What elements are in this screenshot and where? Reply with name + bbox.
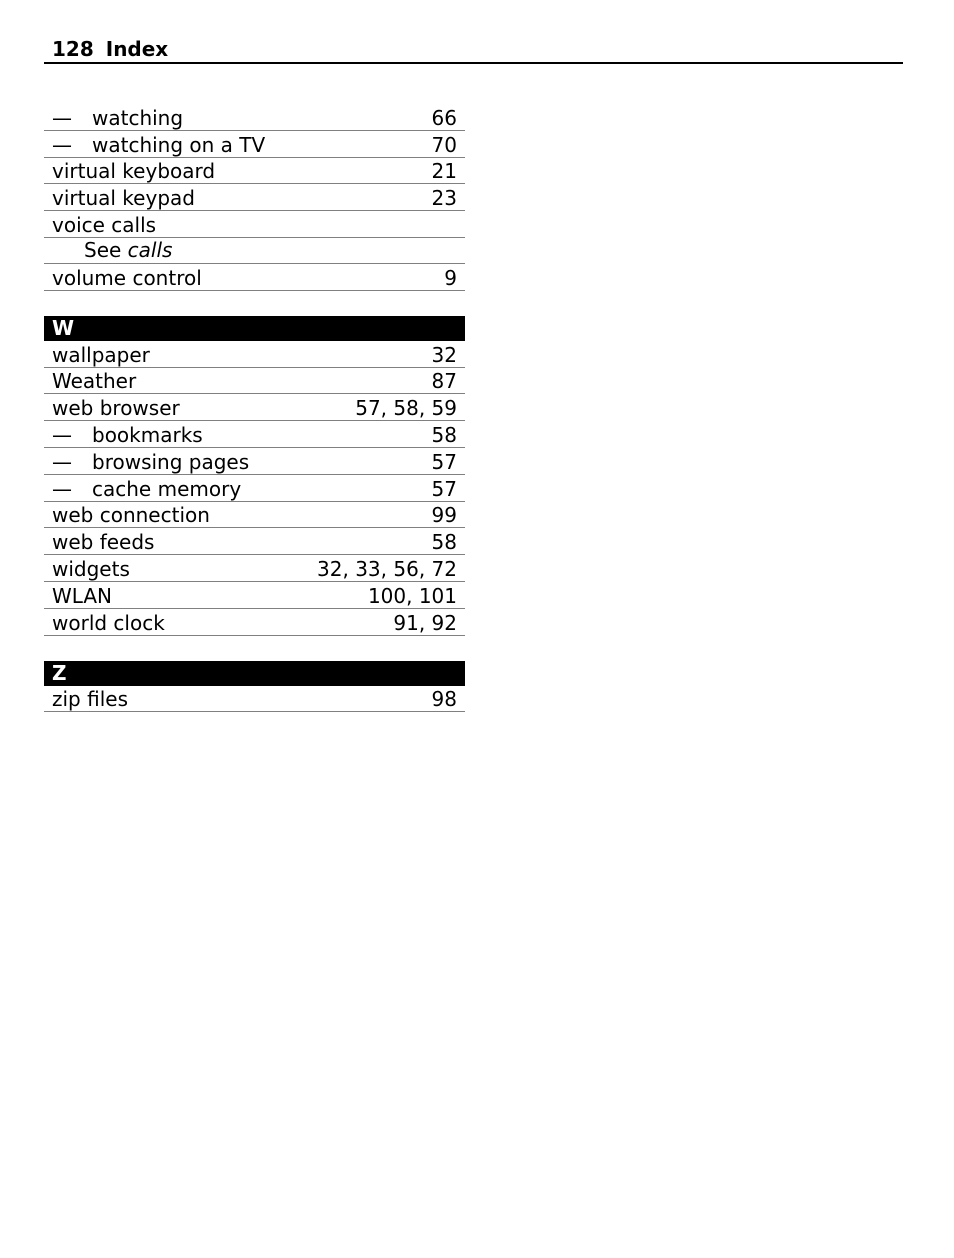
- index-term-text: bookmarks: [92, 422, 203, 447]
- index-term: [52, 530, 154, 554]
- index-term: [52, 687, 128, 711]
- index-page-numbers[interactable]: 70: [431, 132, 457, 157]
- index-page-numbers[interactable]: 57: [431, 476, 457, 501]
- index-term: [52, 584, 112, 608]
- index-term: [52, 557, 130, 581]
- index-term: [52, 423, 203, 447]
- index-term-text: world clock: [52, 610, 165, 635]
- page-header: [44, 36, 903, 64]
- index-page-numbers[interactable]: 57, 58, 59: [355, 396, 457, 421]
- index-term-text: wallpaper: [52, 342, 150, 367]
- index-term-text: Weather: [52, 369, 137, 394]
- index-term: [52, 266, 202, 290]
- index-page-numbers[interactable]: 32: [431, 342, 457, 367]
- subentry-dash: —: [52, 449, 72, 474]
- see-prefix: See: [84, 237, 122, 262]
- index-page-numbers[interactable]: 66: [431, 105, 457, 130]
- index-term-text: virtual keypad: [52, 186, 195, 211]
- index-page-numbers[interactable]: 98: [431, 687, 457, 712]
- index-entry: [44, 609, 465, 636]
- index-entry: [44, 368, 465, 395]
- index-term: [52, 450, 249, 474]
- index-term-text: watching: [92, 105, 184, 130]
- index-term: [52, 213, 156, 237]
- index-term-text: web browser: [52, 396, 180, 421]
- index-term-text: watching on a TV: [92, 132, 266, 157]
- index-page-numbers[interactable]: 9: [444, 265, 457, 290]
- section-v-entries: [44, 104, 465, 238]
- index-term: [52, 343, 150, 367]
- index-entry: [44, 104, 465, 131]
- see-reference: [44, 238, 465, 264]
- index-page-numbers[interactable]: 58: [431, 422, 457, 447]
- index-page-numbers[interactable]: 91, 92: [393, 610, 457, 635]
- index-entry: [44, 555, 465, 582]
- index-entry: [44, 528, 465, 555]
- index-page-numbers[interactable]: 99: [431, 503, 457, 528]
- index-term-text: cache memory: [92, 476, 242, 501]
- see-target-link[interactable]: calls: [127, 237, 173, 262]
- index-term-text: virtual keyboard: [52, 159, 216, 184]
- index-page-numbers[interactable]: 21: [431, 159, 457, 184]
- index-page-numbers[interactable]: 100, 101: [367, 583, 457, 608]
- index-entry: [44, 475, 465, 502]
- index-entry: [44, 394, 465, 421]
- subentry-dash: —: [52, 476, 72, 501]
- index-entry: [44, 184, 465, 211]
- index-page-numbers[interactable]: 58: [431, 530, 457, 555]
- index-entry: [44, 448, 465, 475]
- index-term-text: zip files: [52, 687, 128, 712]
- index-term-text: volume control: [52, 265, 202, 290]
- section-v-entries-after: [44, 264, 465, 291]
- index-term: [52, 611, 165, 635]
- index-term: [52, 477, 241, 501]
- index-page-numbers[interactable]: 32, 33, 56, 72: [317, 556, 457, 581]
- index-column: [44, 104, 465, 712]
- index-page-numbers[interactable]: 23: [431, 186, 457, 211]
- index-entry: [44, 341, 465, 368]
- index-term: [52, 396, 180, 420]
- index-term: [52, 186, 195, 210]
- index-entry: [44, 582, 465, 609]
- page-number: 128: [52, 37, 94, 61]
- index-entry: [44, 421, 465, 448]
- index-entry: [44, 211, 465, 238]
- index-entry: [44, 131, 465, 158]
- index-entry: [44, 502, 465, 529]
- index-term-text: web connection: [52, 503, 210, 528]
- section-w-entries: [44, 341, 465, 636]
- page-title: Index: [105, 37, 169, 61]
- index-term: [52, 503, 210, 527]
- subentry-dash: —: [52, 422, 72, 447]
- index-term: [52, 369, 136, 393]
- index-term-text: WLAN: [52, 583, 113, 608]
- section-letter-z: Z: [44, 661, 465, 686]
- index-term-text: browsing pages: [92, 449, 250, 474]
- index-term: [52, 106, 183, 130]
- section-z-entries: [44, 686, 465, 713]
- subentry-dash: —: [52, 132, 72, 157]
- index-page-numbers[interactable]: 87: [431, 369, 457, 394]
- index-term-text: voice calls: [52, 212, 157, 237]
- index-term: [52, 133, 265, 157]
- index-term-text: web feeds: [52, 530, 155, 555]
- index-page-numbers[interactable]: 57: [431, 449, 457, 474]
- subentry-dash: —: [52, 105, 72, 130]
- index-entry: [44, 686, 465, 713]
- index-term: [52, 159, 215, 183]
- index-entry: [44, 264, 465, 291]
- index-entry: [44, 158, 465, 185]
- section-letter-w: W: [44, 316, 465, 341]
- index-term-text: widgets: [52, 556, 130, 581]
